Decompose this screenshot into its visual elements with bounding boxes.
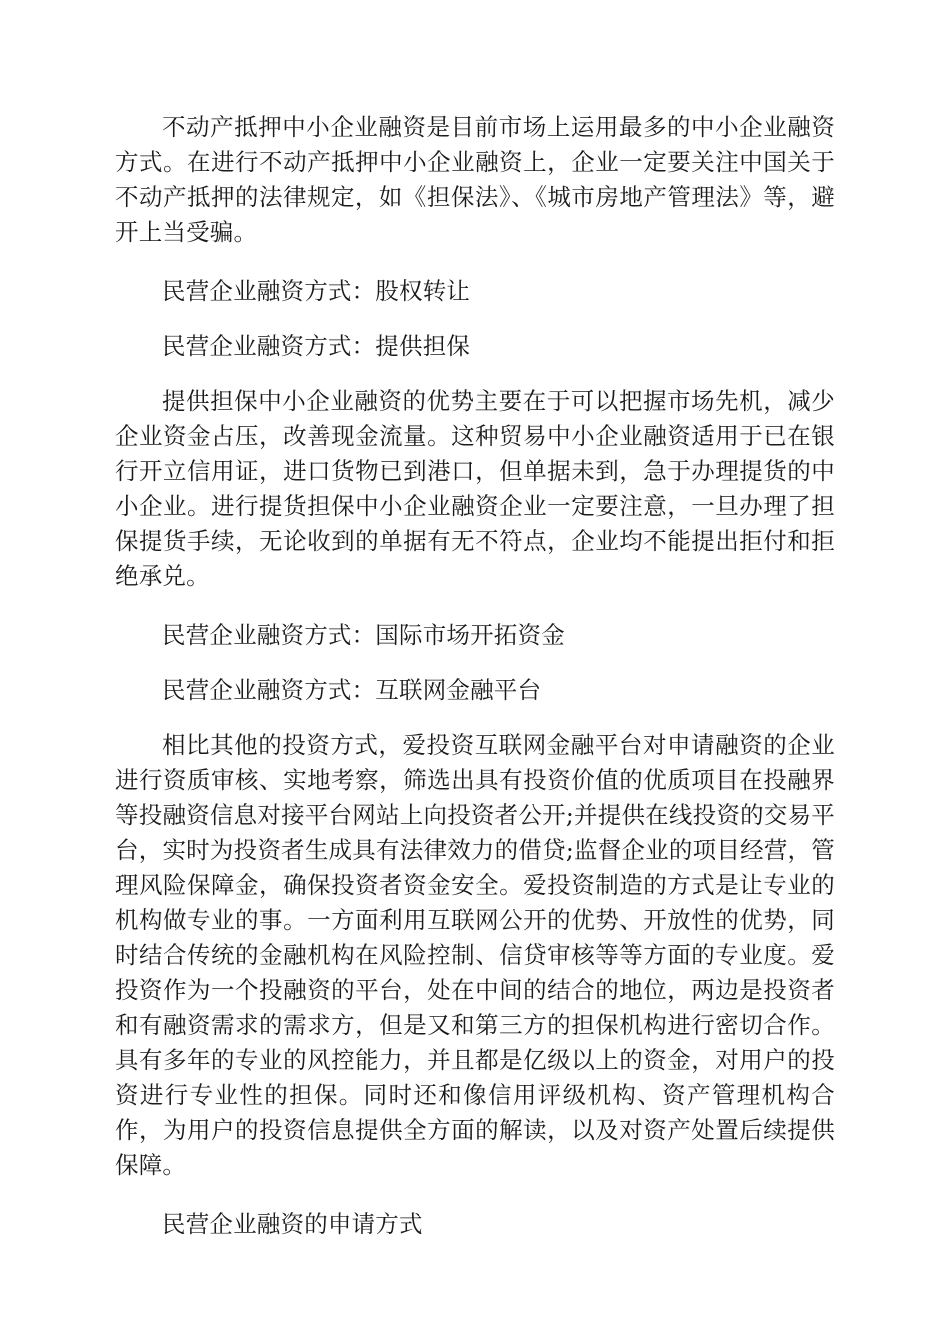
paragraph-guarantee: 提供担保中小企业融资的优势主要在于可以把握市场先机，减少企业资金占压，改善现金流量。这种贸易中小企业融资适用于已在银行开立信用证，进口货物已到港口，但单据未到，急于办理提货的中小企业。进行提货担保中小企业融资企业一定要注意，一旦办理了担保提货手续，无论收到的单据有无不符点，企业均不能提出拒付和拒绝承兑。 — [115, 387, 835, 590]
paragraph-internet-finance: 相比其他的投资方式，爱投资互联网金融平台对申请融资的企业进行资质审核、实地考察，筛选出具有投资价值的优质项目在投融界等投融资信息对接平台网站上向投资者公开;并提供在线投资的交易平台，实时为投资者生成具有法律效力的借贷;监督企业的项目经营，管理风险保障金，确保投资者资金安全。爱投资制造的方式是让专业的机构做专业的事。一方面利用互联网公开的优势、开放性的优势，同时结合传统的金融机构在风险控制、信贷审核等等方面的专业度。爱投资作为一个投融资的平台，处在中间的结合的地位，两边是投资者和有融资需求的需求方，但是又和第三方的担保机构进行密切合作。具有多年的专业的风控能力，并且都是亿级以上的资金，对用户的投资进行专业性的担保。同时还和像信用评级机构、资产管理机构合作，为用户的投资信息提供全方面的解读，以及对资产处置后续提供保障。 — [115, 731, 835, 1179]
document-page — [115, 110, 835, 1262]
heading-application-method: 民营企业融资的申请方式 — [162, 1210, 423, 1238]
heading-equity-transfer: 民营企业融资方式：股权转让 — [162, 277, 471, 305]
heading-internet-finance-platform: 民营企业融资方式：互联网金融平台 — [162, 676, 542, 704]
paragraph-real-estate-mortgage: 不动产抵押中小企业融资是目前市场上运用最多的中小企业融资方式。在进行不动产抵押中小企业融资上，企业一定要关注中国关于不动产抵押的法律规定，如《担保法》、《城市房地产管理法》等，避开上当受骗。 — [115, 113, 835, 246]
heading-provide-guarantee: 民营企业融资方式：提供担保 — [162, 332, 471, 360]
heading-international-market-fund: 民营企业融资方式：国际市场开拓资金 — [162, 621, 565, 649]
